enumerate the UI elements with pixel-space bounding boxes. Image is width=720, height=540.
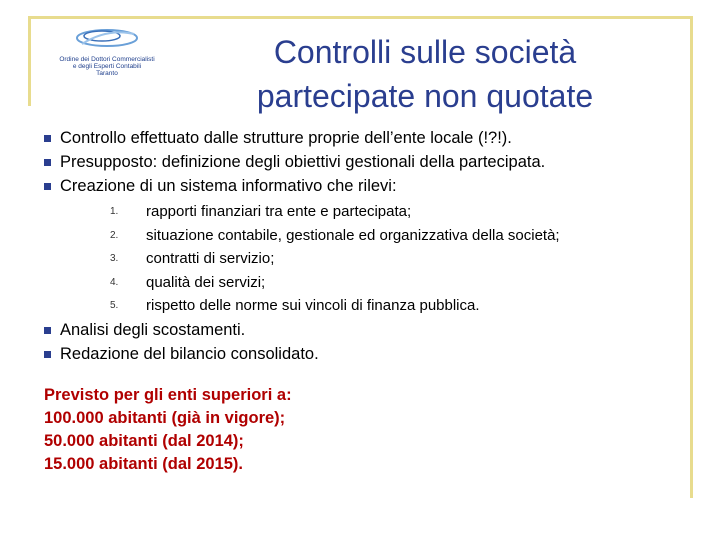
item-text: contratti di servizio; — [146, 250, 275, 267]
bullet-item — [44, 126, 684, 150]
title-line-2: partecipate non quotate — [256, 78, 594, 114]
square-bullet-icon — [44, 351, 51, 358]
bullet-text: Presupposto: definizione degli obiettivi gestionali della partecipata. — [60, 153, 546, 171]
frame-top-line — [28, 16, 692, 19]
bullet-text: Analisi degli scostamenti. — [60, 320, 246, 339]
note-line: 50.000 abitanti (dal 2014); — [44, 432, 244, 450]
numbered-item — [44, 294, 684, 318]
item-text: situazione contabile, gestionale ed organizzativa della società; — [146, 226, 560, 244]
frame-left-line — [28, 16, 31, 106]
numbered-item — [44, 200, 684, 224]
item-number: 3. — [110, 253, 119, 264]
item-text: rapporti finanziari tra ente e partecipata; — [146, 203, 412, 220]
item-text: qualità dei servizi; — [146, 273, 266, 291]
square-bullet-icon — [44, 159, 51, 166]
bullet-item — [44, 174, 684, 198]
numbered-item — [44, 224, 684, 248]
bullet-item — [44, 150, 684, 174]
square-bullet-icon — [44, 135, 51, 142]
square-bullet-icon — [44, 183, 51, 190]
square-bullet-icon — [44, 327, 51, 334]
note-line: 100.000 abitanti (già in vigore); — [44, 409, 286, 427]
note-line: 15.000 abitanti (dal 2015). — [44, 455, 244, 473]
swirl-logo-icon — [72, 24, 142, 52]
numbered-sublist — [44, 200, 684, 318]
title-line-1: Controlli sulle società — [273, 34, 577, 70]
item-text: rispetto delle norme sui vincoli di finanza pubblica. — [146, 297, 480, 314]
item-number: 4. — [110, 276, 119, 288]
bullet-text: Creazione di un sistema informativo che rilevi: — [60, 177, 397, 195]
bullet-item — [44, 318, 684, 342]
item-number: 1. — [110, 206, 119, 217]
logo-text-line-1: Ordine dei Dottori Commercialisti — [59, 56, 155, 63]
organization-logo — [42, 24, 172, 84]
note-line: Previsto per gli enti superiori a: — [44, 386, 292, 404]
logo-text-line-3: Taranto — [96, 70, 118, 77]
item-number: 5. — [110, 300, 119, 311]
bullet-list — [44, 126, 684, 366]
numbered-item — [44, 247, 684, 271]
item-number: 2. — [110, 229, 119, 241]
numbered-item — [44, 271, 684, 295]
applicability-note — [44, 384, 444, 476]
logo-text-line-2: e degli Esperti Contabili — [72, 63, 142, 70]
frame-right-line — [690, 16, 693, 498]
bullet-text: Redazione del bilancio consolidato. — [60, 344, 319, 363]
bullet-item — [44, 342, 684, 366]
bullet-text: Controllo effettuato dalle strutture proprie dell’ente locale (!?!). — [60, 129, 512, 147]
slide-title — [215, 30, 635, 118]
